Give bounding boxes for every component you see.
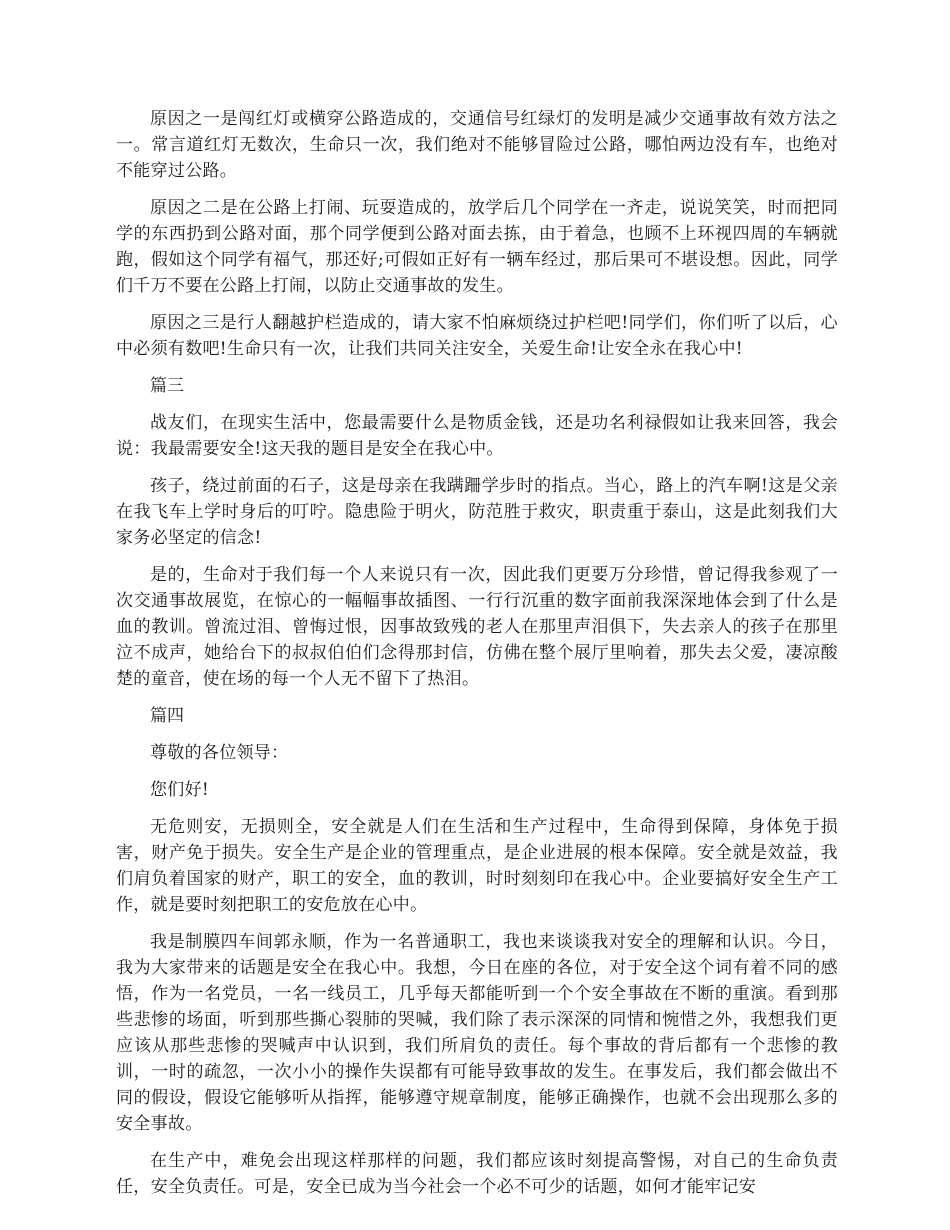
section-heading-4: 篇四 [150,706,184,726]
paragraph-1: 原因之一是闯红灯或横穿公路造成的，交通信号红绿灯的发明是减少交通事故有效方法之一。常言道红灯无数次，生命只一次，我们绝对不能够冒险过公路，哪怕两边没有车，也绝对不能穿过公路。 [116,109,838,181]
paragraph-6: 是的，生命对于我们每一个人来说只有一次，因此我们更要万分珍惜，曾记得我参观了一次交通事故展览，在惊心的一幅幅事故插图、一行行沉重的数字面前我深深地体会到了什么是血的教训。曾流过泪、曾悔过恨，因事故致残的老人在那里声泪俱下，失去亲人的孩子在那里泣不成声，她给台下的叔叔伯伯们念得那封信，仿佛在整个展厅里响着，那失去父爱，凄凉酸楚的童音，使在场的每一个人无不留下了热泪。 [116,565,838,689]
greeting: 您们好! [150,780,210,800]
salutation: 尊敬的各位领导： [150,743,289,763]
paragraph-2: 原因之二是在公路上打闹、玩耍造成的，放学后几个同学在一齐走，说说笑笑，时而把同学的东西扔到公路对面，那个同学便到公路对面去拣，由于着急，也顾不上环视四周的车辆就跑，假如这个同学有福气，那还好;可假如正好有一辆车经过，那后果可不堪设想。因此，同学们千万不要在公路上打闹，以防止交通事故的发生。 [116,198,838,296]
section-heading-3: 篇三 [150,376,184,396]
paragraph-9: 在生产中，难免会出现这样那样的问题，我们都应该时刻提高警惕，对自己的生命负责任，安全负责任。可是，安全已成为当今社会一个必不可少的话题，如何才能牢记安 [116,1151,838,1197]
paragraph-5: 孩子，绕过前面的石子，这是母亲在我蹒跚学步时的指点。当心，路上的汽车啊!这是父亲在我飞车上学时身后的叮咛。隐患险于明火，防范胜于救灾，职责重于泰山，这是此刻我们大家务必坚定的信念! [116,476,838,548]
paragraph-7: 无危则安，无损则全，安全就是人们在生活和生产过程中，生命得到保障，身体免于损害，财产免于损失。安全生产是企业的管理重点，是企业进展的根本保障。安全就是效益，我们肩负着国家的财产，职工的安全，血的教训，时时刻刻印在我心中。企业要搞好安全生产工作，就是要时刻把职工的安危放在心中。 [116,817,838,915]
document-body [116,106,838,1211]
paragraph-8: 我是制膜四车间郭永顺，作为一名普通职工，我也来谈谈我对安全的理解和认识。今日，我为大家带来的话题是安全在我心中。我想，今日在座的各位，对于安全这个词有着不同的感悟，作为一名党员，一名一线员工，几乎每天都能听到一个个安全事故在不断的重演。看到那些悲惨的场面，听到那些撕心裂肺的哭喊，我们除了表示深深的同情和惋惜之外，我想我们更应该从那些悲惨的哭喊声中认识到，我们所肩负的责任。每个事故的背后都有一个悲惨的教训，一时的疏忽，一次小小的操作失误都有可能导致事故的发生。在事发后，我们都会做出不同的假设，假设它能够听从指挥，能够遵守规章制度，能够正确操作，也就不会出现那么多的安全事故。 [116,932,838,1134]
paragraph-3: 原因之三是行人翻越护栏造成的，请大家不怕麻烦绕过护栏吧!同学们，你们听了以后，心中必须有数吧!生命只有一次，让我们共同关注安全，关爱生命!让安全永在我心中! [116,313,838,359]
paragraph-4: 战友们，在现实生活中，您最需要什么是物质金钱，还是功名利禄假如让我来回答，我会说：我最需要安全!这天我的题目是安全在我心中。 [116,413,838,459]
